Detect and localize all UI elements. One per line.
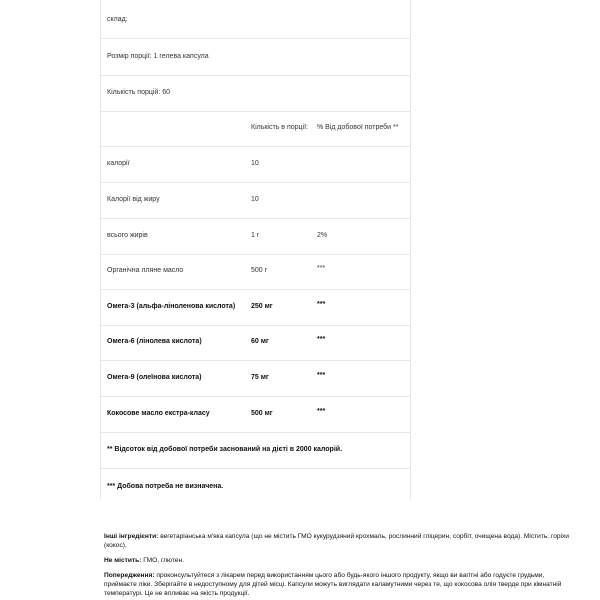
servings-count: Кількість порцій: 60 (107, 89, 171, 96)
nutrient-amount: 250 мг (251, 303, 273, 310)
nutrient-amount: 500 г (251, 267, 268, 274)
ingredients-text: вегетаріанська м'яка капсула (що не містить ГМО кукурудзяний крохмаль, рослинний гліцерин, сорбіт, очищена вода). Містить: горіхи (кокос). (104, 533, 569, 549)
table-right-border (410, 0, 411, 500)
table-row (100, 254, 410, 290)
nutrient-name: Омега-6 (лінолева кислота) (107, 338, 202, 345)
nutrient-daily-value: *** (317, 265, 326, 272)
column-header-row (100, 111, 410, 147)
nutrient-name: калорії (107, 160, 130, 167)
serving-size-row (100, 38, 410, 76)
ingredients-label: Інші інгредієнти: (104, 533, 159, 540)
free-of-label: Не містить: (104, 557, 142, 564)
title-label: склад: (107, 16, 128, 23)
warning-text: проконсультуйтеся з лікарем перед використанням цього або будь-якого іншого продукту, якщо ви вагітні або годуєте грудьми, приймаєте ліки. Зберігайте в недоступному для дітей місці. Капсули можуть виглядати каламутними через те, що кокосова олія тверде при кімнатній температурі. Це не впливає на якість продукції. (104, 572, 562, 597)
nutrient-name: всього жирів (107, 232, 148, 239)
nutrient-amount: 10 (251, 196, 259, 203)
nutrient-amount: 1 г (251, 232, 260, 239)
nutrient-name: Органічна лляне масло (107, 267, 184, 274)
nutrient-daily-value: *** (317, 336, 326, 343)
ingredients-paragraph (104, 532, 574, 550)
nutrient-daily-value: *** (317, 372, 326, 379)
nutrient-name: Омега-3 (альфа-ліноленова кислота) (107, 303, 236, 310)
title-row (100, 0, 410, 39)
footnote-row (100, 432, 410, 469)
table-row (100, 218, 410, 255)
nutrient-name: Кокосове масло екстра-класу (107, 410, 210, 417)
nutrient-amount: 75 мг (251, 374, 269, 381)
nutrient-daily-value: *** (317, 408, 326, 415)
nutrient-name: Калорії від жиру (107, 196, 160, 203)
table-row (100, 360, 410, 397)
amount-column-header: Кількість в порції: (251, 124, 308, 131)
warning-label: Попередження: (104, 572, 155, 579)
table-row (100, 146, 410, 183)
table-row (100, 182, 410, 219)
nutrient-amount: 500 мг (251, 410, 273, 417)
serving-size: Розмір порції: 1 гелева капсула (107, 53, 209, 60)
table-row (100, 396, 410, 433)
not-established-footnote: *** Добова потреба не визначена. (107, 483, 224, 490)
warning-paragraph (104, 571, 574, 598)
free-of-text: ГМО, глютен. (143, 557, 184, 564)
nutrient-amount: 10 (251, 160, 259, 167)
table-row (100, 325, 410, 361)
daily-value-footnote: ** Відсоток від добової потреби заснований на дієті в 2000 калорій. (107, 446, 343, 453)
nutrient-name: Омега-9 (олеїнова кислота) (107, 374, 202, 381)
nutrient-daily-value: 2% (317, 232, 328, 239)
footnote-row (100, 468, 410, 500)
servings-count-row (100, 75, 410, 112)
nutrient-daily-value: *** (317, 301, 326, 308)
table-row (100, 289, 410, 326)
nutrient-amount: 60 мг (251, 338, 269, 345)
free-of-paragraph (104, 556, 574, 565)
daily-value-column-header: % Від добової потреби ** (317, 124, 399, 131)
